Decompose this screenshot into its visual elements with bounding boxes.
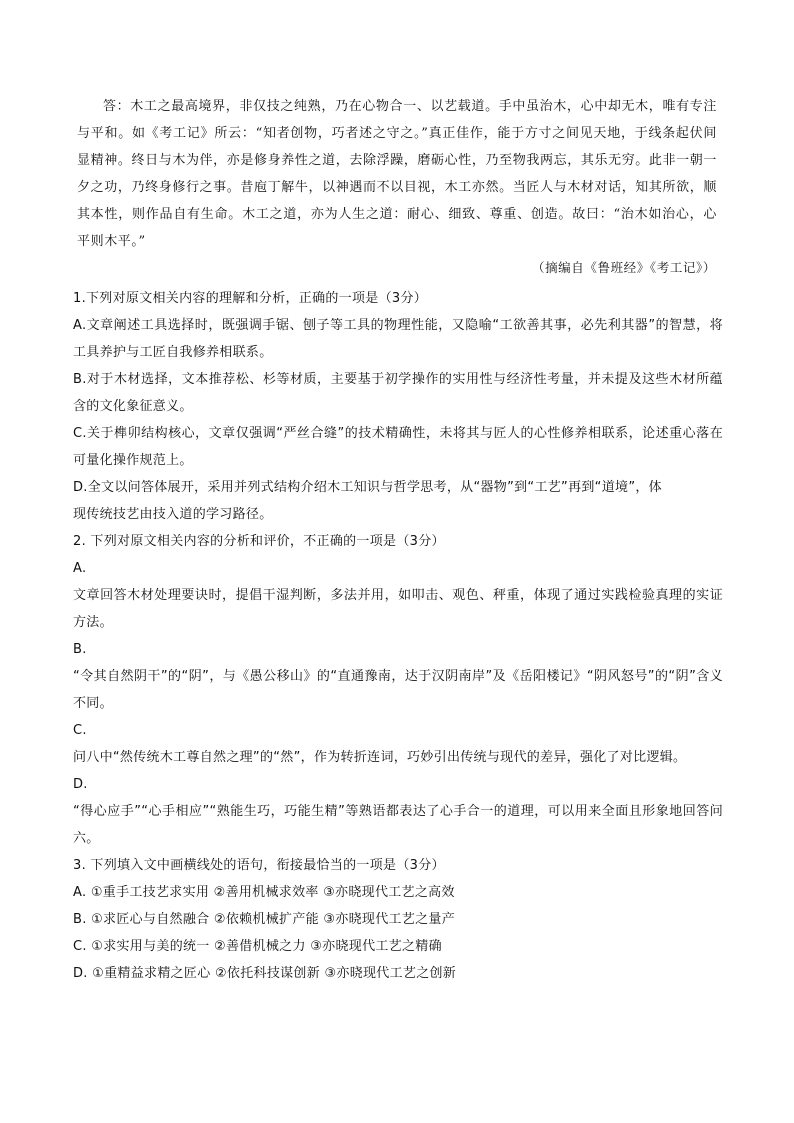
question-1-stem: 1.下列对原文相关内容的理解和分析，正确的一项是（3分） bbox=[73, 291, 428, 306]
question-1-option-c: C.关于榫卯结构核心，文章仅强调“严丝合缝”的技术精确性，未将其与匠人的心性修养相联系，论述重心落在可量化操作规范上。 bbox=[73, 426, 723, 468]
question-2-option-d-letter: D. bbox=[73, 777, 88, 792]
questions-section bbox=[73, 285, 723, 987]
question-2-option-a-letter: A. bbox=[73, 561, 87, 576]
question-2-stem: 2. 下列对原文相关内容的分析和评价，不正确的一项是（3分） bbox=[73, 534, 445, 549]
question-2-option-b-text: “令其自然阴干”的“阴”，与《愚公移山》的“直通豫南，达于汉阴南岸”及《岳阳楼记》“阴风怒号”的“阴”含义不同。 bbox=[73, 669, 723, 711]
question-1-option-a: A.文章阐述工具选择时，既强调手锯、刨子等工具的物理性能，又隐喻“工欲善其事，必先利其器”的智慧，将工具养护与工匠自我修养相联系。 bbox=[73, 318, 723, 360]
question-2-option-c-text: 问八中“然传统木工尊自然之理”的“然”，作为转折连词，巧妙引出传统与现代的差异，强化了对比逻辑。 bbox=[73, 750, 687, 765]
passage-source-citation: （摘编自《鲁班经》《考工记》） bbox=[531, 260, 716, 275]
question-2-option-c-letter: C. bbox=[73, 723, 87, 738]
question-3-option-c: C. ①求实用与美的统一 ②善借机械之力 ③亦晓现代工艺之精确 bbox=[73, 939, 442, 954]
question-3-stem: 3. 下列填入文中画横线处的语句，衔接最恰当的一项是（3分） bbox=[73, 858, 445, 873]
question-3 bbox=[73, 852, 723, 987]
question-3-option-a: A. ①重手工技艺求实用 ②善用机械求效率 ③亦晓现代工艺之高效 bbox=[73, 885, 455, 900]
question-3-option-d: D. ①重精益求精之匠心 ②依托科技谋创新 ③亦晓现代工艺之创新 bbox=[73, 966, 457, 981]
question-1-option-b: B.对于木材选择，文本推荐松、杉等材质，主要基于初学操作的实用性与经济性考量，并未提及这些木材所蕴含的文化象征意义。 bbox=[73, 372, 723, 414]
question-2-option-a-text: 文章回答木材处理要诀时，提倡干湿判断，多法并用，如叩击、观色、秤重，体现了通过实践检验真理的实证方法。 bbox=[73, 588, 723, 630]
question-3-option-b: B. ①求匠心与自然融合 ②依赖机械扩产能 ③亦晓现代工艺之量产 bbox=[73, 912, 456, 927]
question-1 bbox=[73, 285, 723, 528]
question-1-option-d-continued: 现传统技艺由技入道的学习路径。 bbox=[73, 507, 273, 522]
passage-answer-paragraph: 答：木工之最高境界，非仅技之纯熟，乃在心物合一、以艺载道。手中虽治木，心中却无木，唯有专注与平和。如《考工记》所云：“知者创物，巧者述之守之。”真正佳作，能于方寸之间见天地，于线条起伏间显精神。终日与木为伴，亦是修身养性之道，去除浮躁，磨砺心性，乃至物我两忘，其乐无穷。此非一朝一夕之功，乃终身修行之事。昔庖丁解牛，以神遇而不以目视，木工亦然。当匠人与木材对话，知其所欲，顺其本性，则作品自有生命。木工之道，亦为人生之道：耐心、细致、尊重、创造。故曰：“治木如治心，心平则木平。” bbox=[77, 99, 717, 249]
question-1-option-d: D.全文以问答体展开，采用并列式结构介绍木工知识与哲学思考，从“器物”到“工艺”再到“道境”，体 bbox=[73, 480, 662, 495]
question-2-option-b-letter: B. bbox=[73, 642, 87, 657]
question-2-option-d-text: “得心应手”“心手相应”“熟能生巧，巧能生精”等熟语都表达了心手合一的道理，可以用来全面且形象地回答问六。 bbox=[73, 804, 723, 846]
question-2 bbox=[73, 528, 723, 852]
